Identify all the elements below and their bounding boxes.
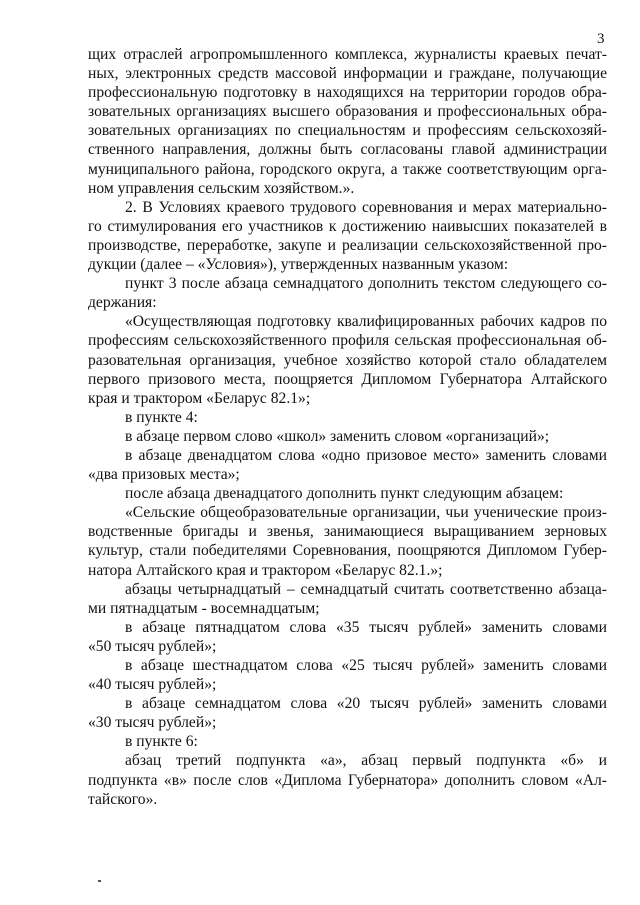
text-line: в пункте 4:	[125, 408, 198, 426]
text-line: культур, стали победителями Соревнования, поощряются Дипломом Губер-	[88, 542, 607, 560]
text-line: зовательных организациях высшего образования и профессиональных обра-	[88, 103, 607, 121]
text-line: ных, электронных средств массовой информации и граждане, получающие	[88, 65, 607, 83]
text-line: зовательных организациях по специальностям и профессиям сельскохозяй-	[88, 122, 607, 140]
text-line: водственные бригады и звенья, занимающиеся выращиванием зерновых	[88, 523, 607, 541]
document-body	[88, 45, 607, 809]
text-line: разовательная организация, учебное хозяйство которой стало обладателем	[88, 351, 607, 369]
text-line: в абзаце двенадцатом слова «одно призовое место» заменить словами	[125, 446, 607, 464]
text-line: «Сельские общеобразовательные организации, чьи ученические произ-	[125, 504, 607, 522]
text-line: пункт 3 после абзаца семнадцатого дополнить текстом следующего со-	[125, 275, 607, 293]
text-line: щих отраслей агропромышленного комплекса, журналисты краевых печат-	[88, 46, 607, 63]
text-line: подпункта «в» после слов «Диплома Губернатора» дополнить словом «Ал-	[88, 771, 607, 789]
text-line: натора Алтайского края и трактором «Беларус 82.1.»;	[88, 561, 443, 579]
text-line: «30 тысяч рублей»;	[88, 714, 217, 732]
text-line: края и трактором «Беларус 82.1»;	[88, 389, 311, 407]
text-line: производстве, переработке, закупе и реализации сельскохозяйственной про-	[88, 236, 607, 254]
text-line: ми пятнадцатым - восемнадцатым;	[88, 599, 320, 617]
text-line: муниципального района, городского округа, а также соответствующим орга-	[88, 160, 607, 178]
text-line: в абзаце шестнадцатом слова «25 тысяч рублей» заменить словами	[125, 657, 607, 674]
page-number: 3	[597, 31, 605, 47]
text-line: первого призового места, поощряется Дипломом Губернатора Алтайского	[88, 370, 607, 388]
text-line: после абзаца двенадцатого дополнить пункт следующим абзацем:	[125, 485, 564, 503]
text-line: «50 тысяч рублей»;	[88, 637, 217, 655]
text-line: профессиональную подготовку в находящихся на территории городов обра-	[88, 84, 607, 102]
text-line: «40 тысяч рублей»;	[88, 676, 217, 694]
text-line: тайского».	[88, 790, 158, 808]
text-line: в абзаце первом слово «школ» заменить словом «организаций»;	[125, 427, 550, 445]
text-line: го стимулирования его участников к достижению наивысших показателей в	[88, 217, 607, 235]
text-line: ственного направления, должны быть согласованы главой администрации	[88, 141, 607, 159]
text-line: держания:	[88, 294, 157, 312]
text-line: 2. В Условиях краевого трудового соревнования и мерах материально-	[125, 198, 607, 216]
text-line: «Осуществляющая подготовку квалифицированных рабочих кадров по	[125, 313, 607, 331]
text-line: профессиям сельскохозяйственного профиля сельская профессиональная об-	[88, 332, 607, 350]
scan-speck	[98, 880, 101, 882]
text-line: дукции (далее – «Условия»), утвержденных названным указом:	[88, 256, 509, 274]
text-line: абзацы четырнадцатый – семнадцатый считать соответственно абзаца-	[125, 580, 607, 598]
text-line: в пункте 6:	[125, 733, 198, 751]
text-line: ном управления сельским хозяйством.».	[88, 179, 355, 197]
text-line: абзац третий подпункта «а», абзац первый подпункта «б» и	[125, 752, 607, 770]
text-line: в абзаце пятнадцатом слова «35 тысяч рублей» заменить словами	[125, 618, 607, 636]
text-line: «два призовых места»;	[88, 466, 240, 484]
text-line: в абзаце семнадцатом слова «20 тысяч рублей» заменить словами	[125, 695, 607, 713]
